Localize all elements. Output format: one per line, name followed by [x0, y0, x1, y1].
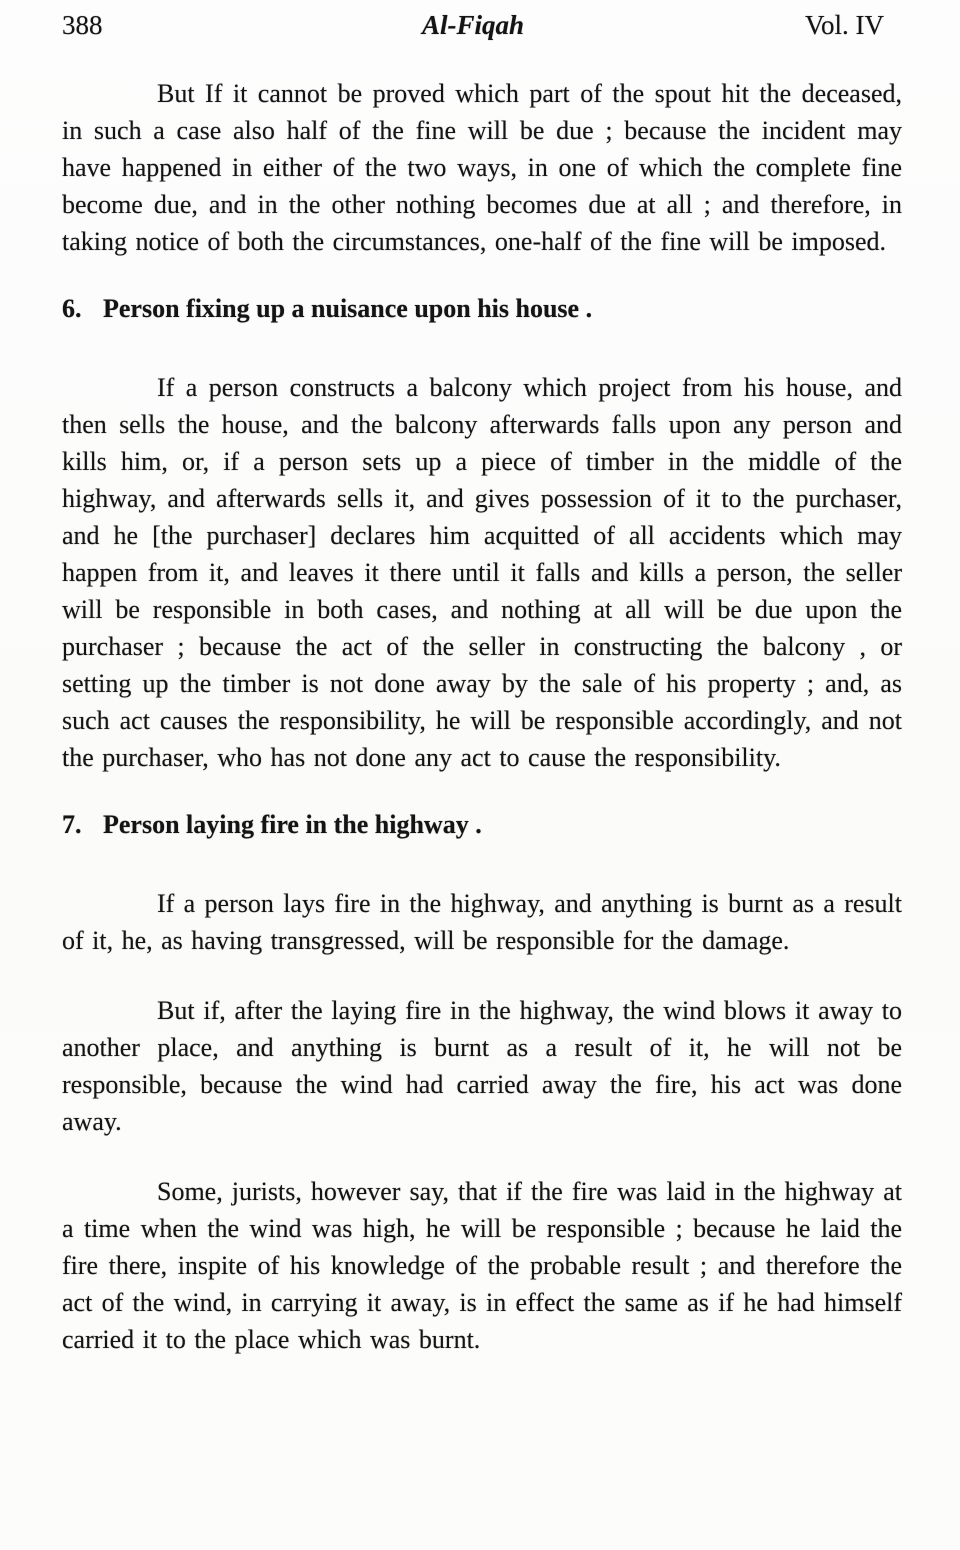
section-7-title: Person laying fire in the highway .: [103, 810, 482, 839]
section-6-number: 6.: [62, 294, 82, 323]
section-7-heading: [62, 809, 902, 841]
page-header: [62, 10, 902, 41]
paragraph-wind-carried: But if, after the laying fire in the highway, the wind blows it away to another place, and anything is burnt as a result of it, he will not be responsible, because the wind had carried away the fire, his act was done away.: [62, 996, 902, 1136]
section-6-title: Person fixing up a nuisance upon his house .: [103, 294, 593, 323]
paragraph-fire-responsible: If a person lays fire in the highway, and anything is burnt as a result of it, he, as having transgressed, will be responsible for the damage.: [62, 889, 902, 955]
paragraph-spout-fine: But If it cannot be proved which part of the spout hit the deceased, in such a case also half of the fine will be due ; because the incident may have happened in either of the two ways, in one of which the complete fine become due, and in the other nothing becomes due at all ; and therefore, in taking notice of both the circumstances, one-half of the fine will be imposed.: [62, 79, 902, 256]
paragraph-jurists-wind-high: Some, jurists, however say, that if the fire was laid in the highway at a time when the wind was high, he will be responsible ; because he laid the fire there, inspite of his knowledge of the probable result ; and therefore the act of the wind, in carrying it away, is in effect the same as if he had himself carried it to the place which was burnt.: [62, 1177, 902, 1354]
section-7-number: 7.: [62, 810, 82, 839]
book-title: Al-Fiqah: [421, 10, 525, 40]
page-number: 388: [62, 10, 103, 40]
paragraph-balcony-timber: If a person constructs a balcony which project from his house, and then sells the house, and the balcony afterwards falls upon any person and kills him, or, if a person sets up a piece of timber in the middle of the highway, and afterwards sells it, and gives possession of it to the purchaser, and he [the purchaser] declares him acquitted of all accidents which may happen from it, and leaves it there until it falls and kills a person, the seller will be responsible in both cases, and nothing at all will be due upon the purchaser ; because the act of the seller in constructing the balcony , or setting up the timber is not done away by the sale of his property ; and, as such act causes the responsibility, he will be responsible accordingly, and not the purchaser, who has not done any act to cause the responsibility.: [62, 373, 902, 772]
section-6-heading: [62, 293, 902, 325]
volume-label: Vol. IV: [804, 10, 884, 40]
